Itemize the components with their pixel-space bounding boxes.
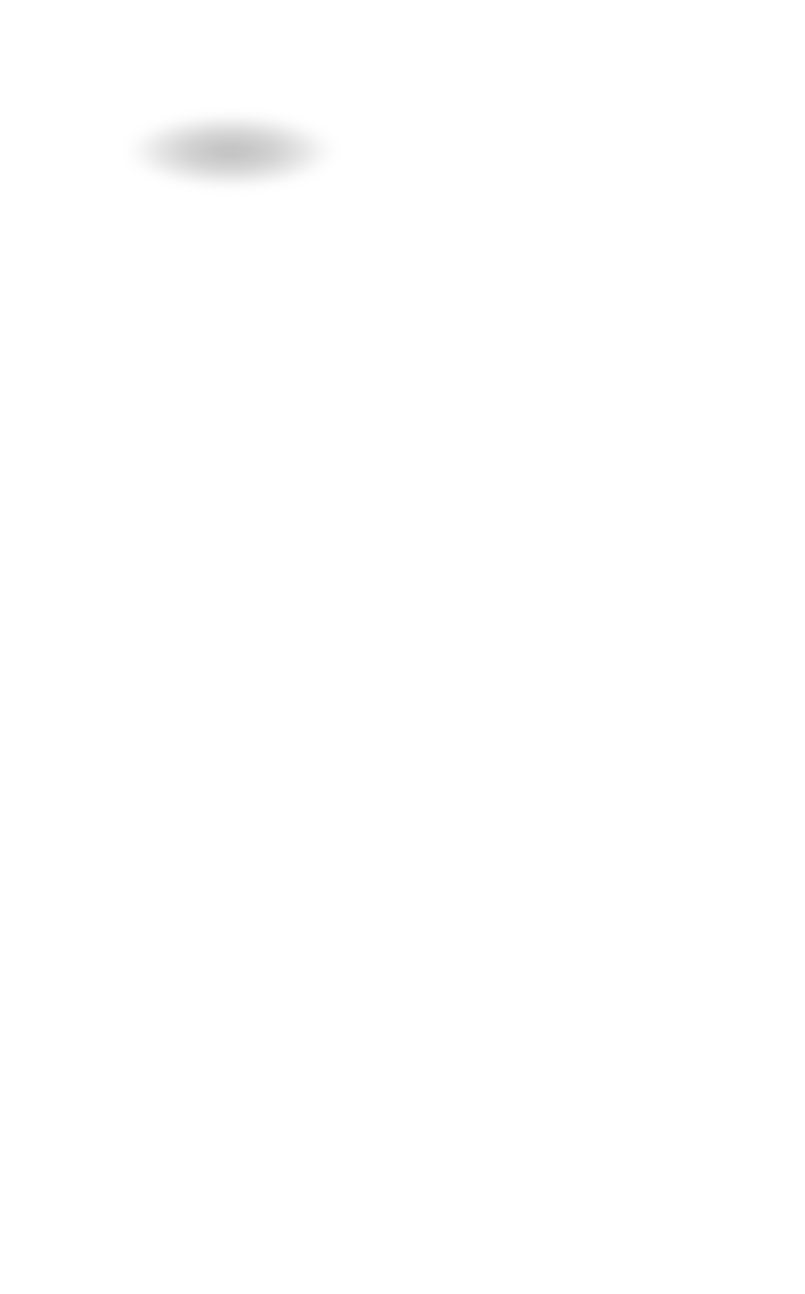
toc-page [0,110,805,196]
toc-header [110,110,682,196]
page-title [110,110,682,132]
